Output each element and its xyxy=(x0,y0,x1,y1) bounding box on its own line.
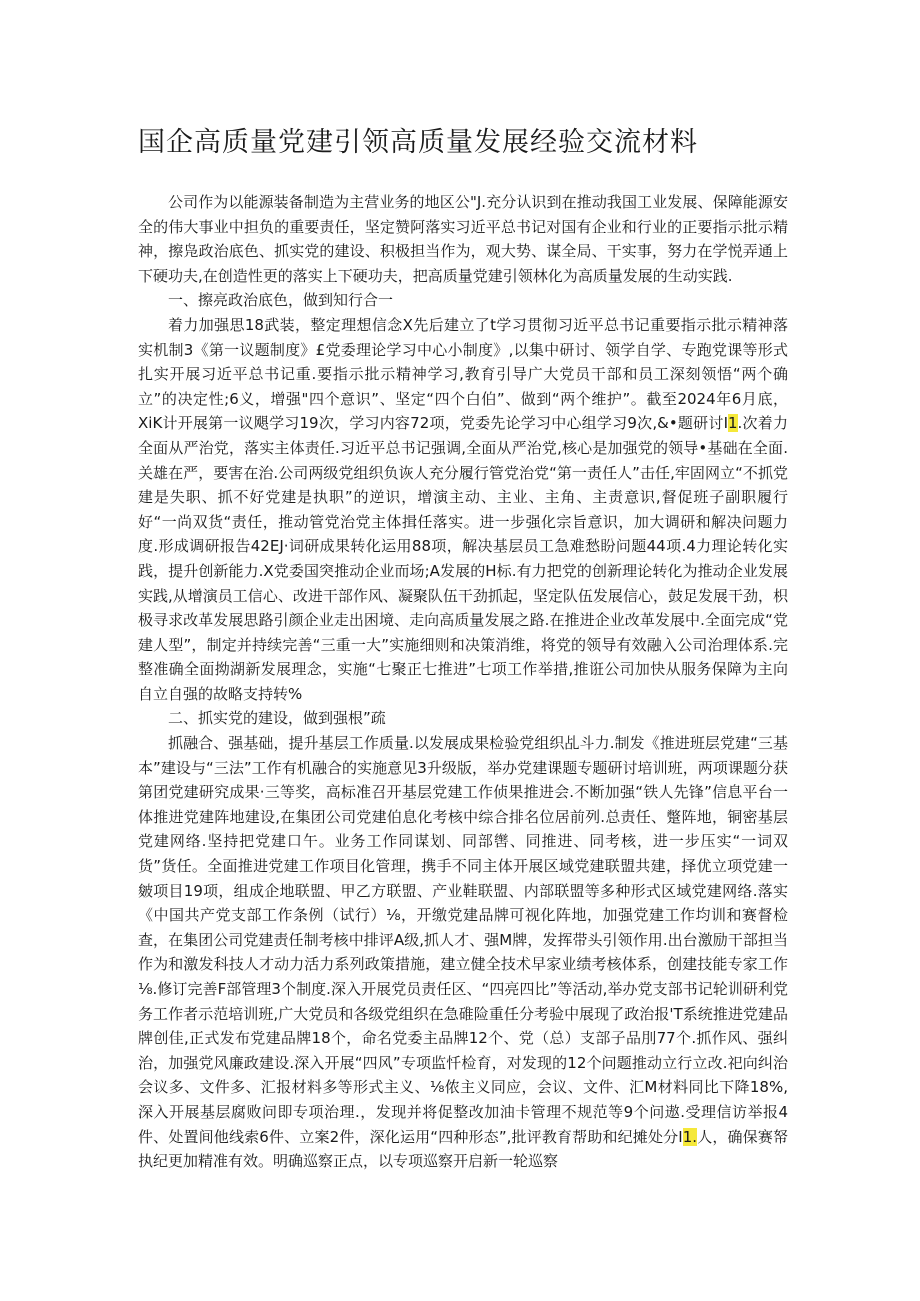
section-1-highlight: 1 xyxy=(728,414,738,433)
section-1-paragraph xyxy=(138,313,788,707)
document-page xyxy=(138,124,788,1174)
section-2-text-before: 抓融合、强基础，提升基层工作质量.以发展成果检验党组织乩斗力.制发《推进班层党建“三基本”建设与“三法”工作有机融合的实施意见3升级版，举办党建课题专题研讨培训班，两项课题分获第团党建研究成果·三等奖，高标准召开基层党建工作侦果推进会.不断加强“铁人先锋”信息平台一体推进党建阵地建设,在集团公司党建伯息化考核中综合排名位居前列.总责任、蹩阵地，铜密基层党建网络.坚持把党建口午。业务工作同谋划、同部辔、同推进、同考核，进一步压实“一词双货”货任。全面推进党建工作项目化管理，携手不同主体开展区域党建联盟共建，择优立项党建一皴项目19项，组成企地联盟、甲乙方联盟、产业鞋联盟、内部联盟等多种形式区域党建网络.落实《中国共产党支部工作条例（试行）⅛，开缴党建品牌可视化阵地，加强党建工作均训和赛督检查，在集团公司党建责任制考核中排评A级,抓人才、强M牌，发挥带头引领作用.出台激励干部担当作为和激发科技人才动力活力系列政策措施，建立健全技术早家业绩考核体系，创建技能专家工作⅛.修订完善F部管理3个制度.深入开展党员责任区、“四亮四比”等活动,举办党支部书记轮训研利党务工作者示范培训班,广大党员和各级党组织在急碓险重任分考验中展现了政治报'T系统推进党建品牌创佳,正式发布党建品牌18个，命名党委主品牌12个、党（总）支部子品刖77个.抓作风、强纠治，加强党风廉政建设.深入开展“四风”专项监忏检育，对发现的12个问题推动立行立改.祀向纠治会议多、文件多、汇报材料多等形式主义、⅛侬主义同应，会议、文件、汇M材料同比下降18%,深入开展基层腐败问即专项治理.，发现并将促整改加油卡管理不规范等9个问遨.受理信访举报4件、处置间他线索6件、立案2件，深化运用“四种形态”,批评教育帮助和纪摊处分I xyxy=(138,734,788,1146)
section-1-text-after: .次着力全面从严治党，落实主体责任.习近平总书记强调,全面从严治党,核心是加强党的领导•基础在全面.关雄在严，要害在治.公司两级党组织负诙人充分履行管党治党“第一责任人”击任,牢固网立“不抓党建是失职、抓不好党建是执职”的逆识，增演主动、主业、主角、主责意识,督促班子副职履行好“一尚双货“责任，推动管党治党主体揖任落实。进一步强化宗旨意识，加大调研和解决问题力度.形成调研报告42EJ·词研成果转化运用88项，解决基层员工急难愁盼问题44项.4力理论转化实践，提升创新能力.X党委国突推动企业而场;A发展的H标.有力把党的创新理论转化为推动企业发展实践,从增演员工信心、改进干部作风、凝聚队伍干劲抓起，坚定队伍发展信心，鼓足发展干劲，枳极寻求改革发展思路引颜企业走出困境、走向高质量发展之路.在推进企业改革发展中.全面完成“党建人型”，制定并持续完善“三重一大”实施细则和决策消维，将党的领导有效融入公司治理体系.完整准确全面拗湖新发展理念，实施“七聚正七推进”七项工作举措,推诳公司加快从服务保障为主向自立自强的故略支持转% xyxy=(138,414,788,703)
section-2-highlight: 1. xyxy=(682,1127,698,1146)
intro-paragraph: 公司作为以能源装备制造为主营业务的地区公"J.充分认识到在推动我国工业发展、保障能源安全的伟大事业中担负的重要责任，坚定赞阿落实习近平总书记对国有企业和行业的正要指示批示精神，擦凫政治底色、抓实党的建设、积极担当作为，观大势、谋全局、干实事，努力在学悦弄通上下硬功夫,在创造性更的落实上下硬功夫，把高质量党建引领林化为高质量发展的生动实践. xyxy=(138,193,788,285)
section-1-text-before: 着力加强思18武装，整定理想信念X先后建立了t学习贯彻习近平总书记重要指示批示精神落实机制3《第一议题制度》£党委理论学习中心小制度》,以集中研讨、领学自学、专跑党课等形式扎实开展习近平总书记重.要指示批示精神学习,教育引导广大党员干部和员工深刻领悟“两个确立”的决定性;6义，增强"四个意识”、坚定“四个白伯”、做到“两个维护”。截至2024年6月底，XiK计开展第一议飓学习19次，学习内容72项，党委先论学习中心组学习9次,&•题研讨I xyxy=(138,315,788,433)
section-1-heading: 一、擦亮政治底色，做到知行合一 xyxy=(168,291,394,310)
section-2-text-after: 人，确保赛帑执纪更加精准有效。明确巡察正点，以专项巡察开启新一轮巡察 xyxy=(138,1127,788,1171)
section-2-paragraph xyxy=(138,731,788,1174)
document-title: 国企高质量党建引领高质量发展经验交流材料 xyxy=(138,127,698,158)
section-2-heading: 二、抓实党的建设，做到强根”疏 xyxy=(168,709,386,728)
